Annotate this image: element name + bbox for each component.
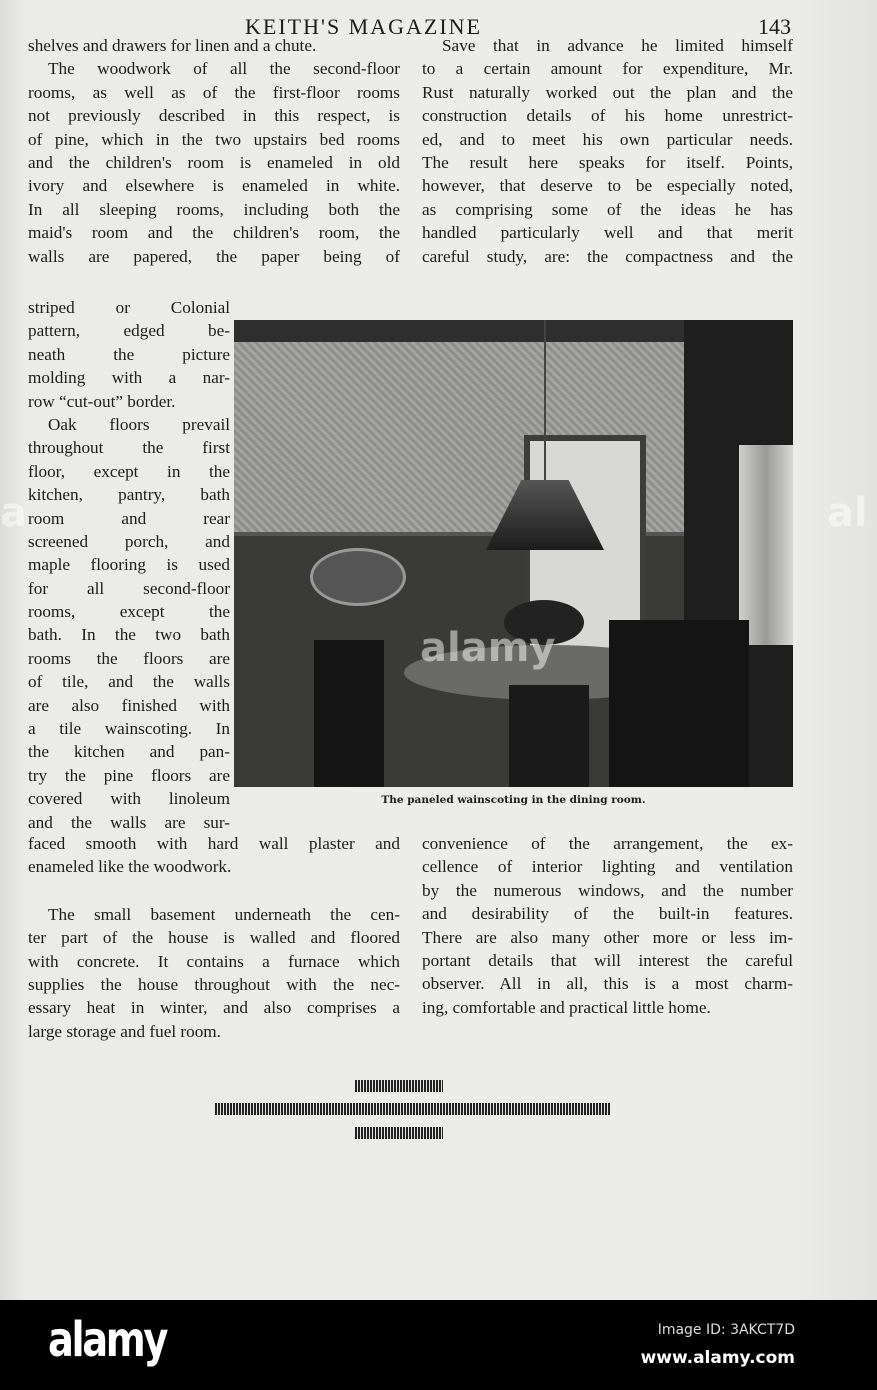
text-line: shelves and drawers for linen and a chute.	[28, 36, 317, 55]
text-line: rooms, as well as of the first-floor rooms	[28, 82, 400, 102]
ornament-rule	[355, 1080, 443, 1092]
left-column-bottom	[28, 832, 400, 1043]
text-line: try the pine floors are	[28, 765, 230, 785]
text-line: maple flooring is used	[28, 555, 230, 575]
text-line: not previously described in this respect, is	[28, 106, 400, 126]
picture-molding	[234, 320, 684, 342]
lamp-chain	[544, 320, 546, 485]
text-line: construction details of his home unrestrict-	[422, 106, 793, 126]
text-line: neath the picture	[28, 344, 230, 364]
photo-caption: The paneled wainscoting in the dining room.	[381, 794, 646, 806]
text-line: The woodwork of all the second-floor	[48, 59, 400, 79]
text-line: ed, and to meet his own particular needs.	[422, 129, 793, 149]
text-line: molding with a nar-	[28, 368, 230, 388]
left-column-top	[28, 34, 400, 268]
text-line: and the children's room is enameled in old	[28, 152, 400, 172]
sideboard-tray	[310, 548, 406, 606]
watermark-footer	[0, 1300, 877, 1390]
text-line: row “cut-out” border.	[28, 391, 176, 411]
text-line: cellence of interior lighting and ventilation	[422, 857, 793, 877]
right-column-top	[422, 34, 793, 268]
dining-room-photo	[234, 320, 793, 787]
text-line: and desirability of the built-in features.	[422, 904, 793, 924]
text-line: the kitchen and pan-	[28, 742, 230, 762]
text-line: walls are papered, the paper being of	[28, 246, 400, 266]
text-line: kitchen, pantry, bath	[28, 485, 230, 505]
text-line: as comprising some of the ideas he has	[422, 199, 793, 219]
text-line: rooms, except the	[28, 602, 230, 622]
page-number: 143	[758, 14, 791, 39]
text-line: rooms the floors are	[28, 648, 230, 668]
text-line: Oak floors prevail	[48, 414, 230, 434]
text-line: Rust naturally worked out the plan and the	[422, 82, 793, 102]
watermark: alamy	[420, 625, 556, 671]
curtain	[739, 445, 793, 645]
text-line: The result here speaks for itself. Points,	[422, 152, 793, 172]
text-line: however, that deserve to be especially noted,	[422, 176, 793, 196]
ornament-rule	[215, 1103, 610, 1115]
text-line: supplies the house throughout with the nec-	[28, 974, 400, 994]
text-line: Save that in advance he limited himself	[442, 36, 793, 55]
watermark: a	[0, 490, 27, 536]
text-line: In all sleeping rooms, including both the	[28, 199, 400, 219]
text-line: to a certain amount for expenditure, Mr.	[422, 59, 793, 79]
text-line: covered with linoleum	[28, 789, 230, 809]
text-line: pattern, edged be-	[28, 321, 230, 341]
chair-right	[609, 620, 749, 787]
text-line: of pine, which in the two upstairs bed rooms	[28, 129, 400, 149]
ornament-rule	[355, 1127, 443, 1139]
text-line: by the numerous windows, and the number	[422, 880, 793, 900]
text-line: and the walls are sur-	[28, 812, 230, 832]
text-line: There are also many other more or less im-	[422, 927, 793, 947]
text-line: portant details that will interest the careful	[422, 950, 793, 970]
text-line: essary heat in winter, and also comprises a	[28, 998, 400, 1018]
text-line: handled particularly well and that merit	[422, 223, 793, 243]
right-column-bottom	[422, 832, 793, 1019]
text-line: ter part of the house is walled and floored	[28, 928, 400, 948]
left-column-narrow	[28, 296, 230, 834]
text-line: convenience of the arrangement, the ex-	[422, 834, 793, 853]
text-line: enameled like the woodwork.	[28, 857, 232, 877]
text-line: floor, except in the	[28, 461, 230, 481]
text-line: bath. In the two bath	[28, 625, 230, 645]
table-pedestal	[509, 685, 589, 787]
text-line: striped or Colonial	[28, 298, 230, 317]
text-line: ivory and elsewhere is enameled in white.	[28, 176, 400, 196]
text-line: screened porch, and	[28, 531, 230, 551]
text-line: throughout the first	[28, 438, 230, 458]
magazine-title: KEITH'S MAGAZINE	[245, 14, 482, 39]
text-line: careful study, are: the compactness and the	[422, 246, 793, 266]
text-line: observer. All in all, this is a most charm-	[422, 974, 793, 994]
text-line: maid's room and the children's room, the	[28, 223, 400, 243]
alamy-url: www.alamy.com	[640, 1348, 795, 1368]
flower-bowl	[504, 600, 584, 645]
text-line: large storage and fuel room.	[28, 1021, 221, 1041]
text-line: ing, comfortable and practical little home.	[422, 997, 711, 1017]
text-line: room and rear	[28, 508, 230, 528]
watermark: al	[827, 490, 868, 536]
chair-left	[314, 640, 384, 787]
text-line: faced smooth with hard wall plaster and	[28, 834, 400, 853]
text-line: for all second-floor	[28, 578, 230, 598]
image-id: Image ID: 3AKCT7D	[657, 1322, 795, 1338]
text-line: a tile wainscoting. In	[28, 719, 230, 739]
text-line: with concrete. It contains a furnace which	[28, 951, 400, 971]
text-line: The small basement underneath the cen-	[48, 904, 400, 924]
text-line: are also finished with	[28, 695, 230, 715]
alamy-logo: alamy	[48, 1312, 167, 1368]
text-line: of tile, and the walls	[28, 672, 230, 692]
